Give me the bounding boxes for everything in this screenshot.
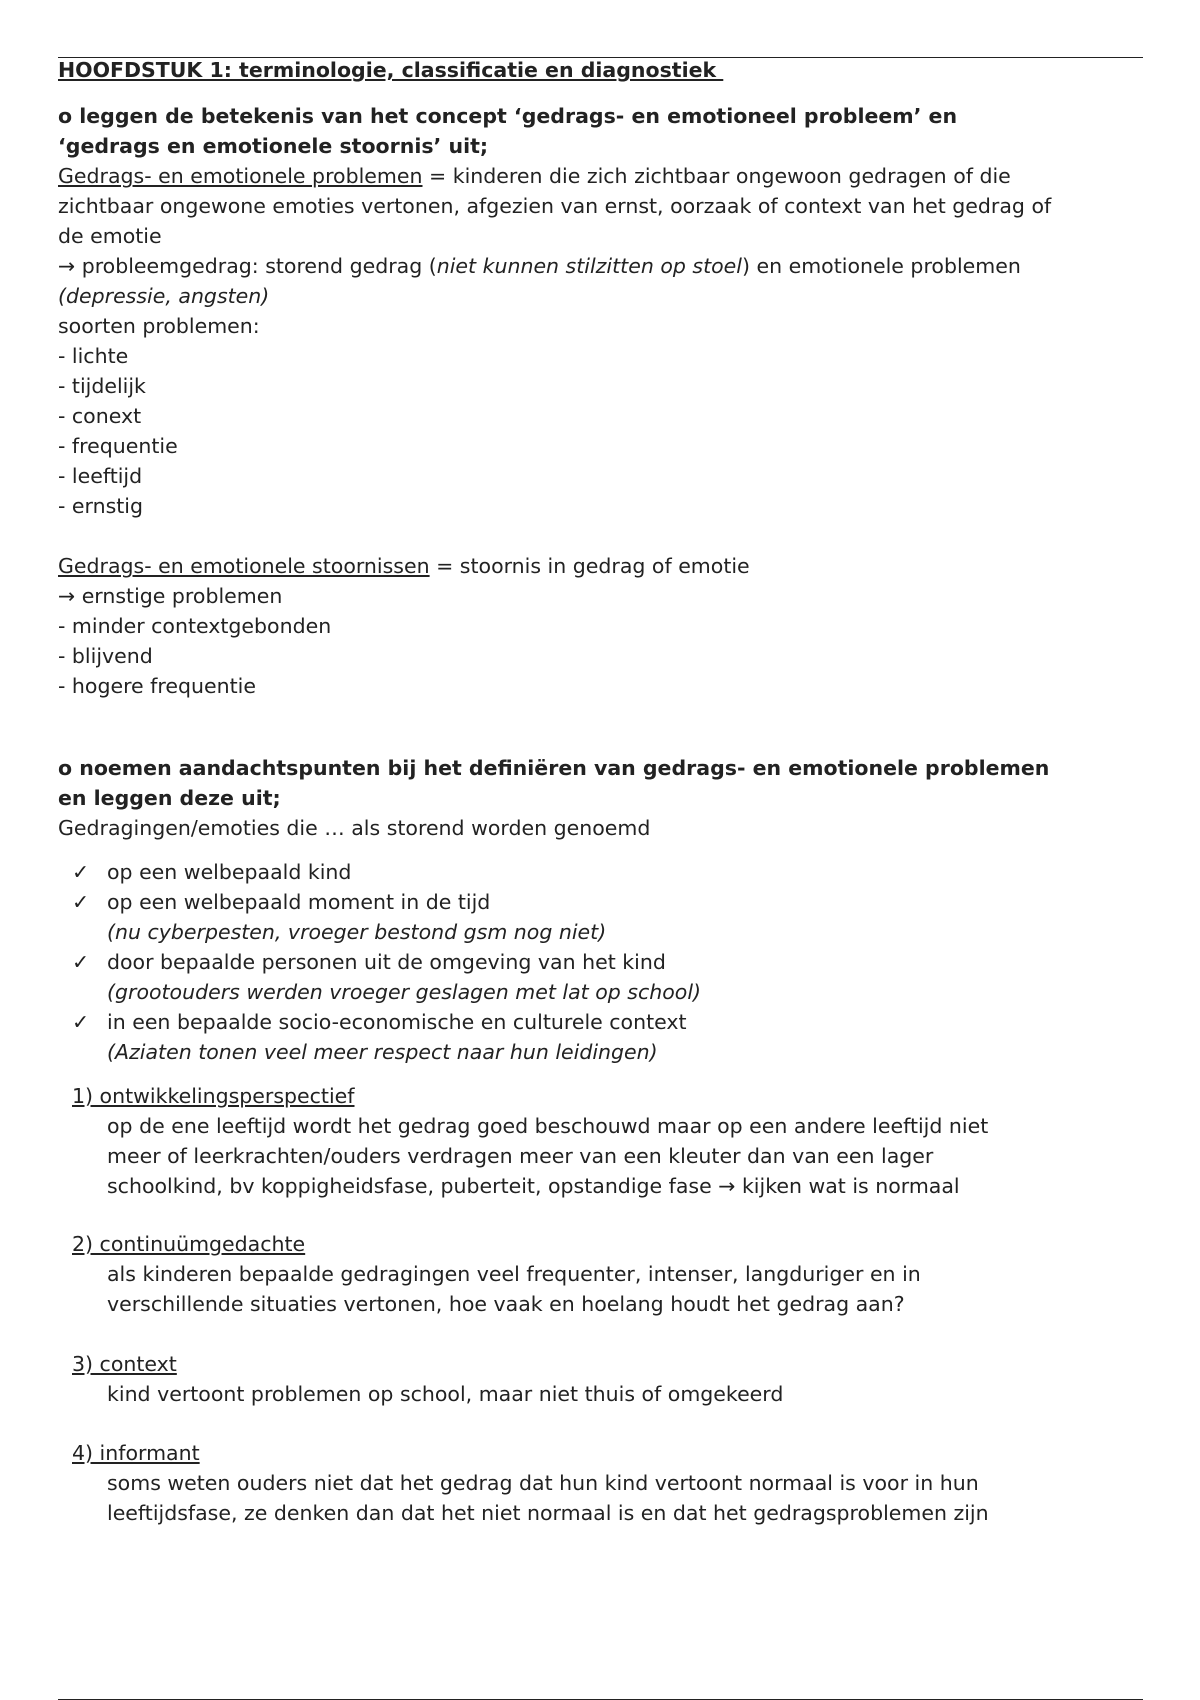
check-item bbox=[58, 947, 701, 977]
point-text: kind vertoont problemen op school, maar niet thuis of omgekeerd bbox=[107, 1382, 784, 1406]
definition-problems bbox=[58, 161, 1051, 191]
point-text: meer of leerkrachten/ouders verdragen meer van een kleuter dan van een lager bbox=[107, 1144, 934, 1168]
check-item bbox=[58, 887, 701, 917]
point-text: verschillende situaties vertonen, hoe vaak en hoelang houdt het gedrag aan? bbox=[107, 1292, 905, 1316]
check-item bbox=[58, 857, 701, 887]
problem-behaviour-line bbox=[58, 251, 1051, 281]
point-1 bbox=[58, 1081, 988, 1201]
kinds-label: soorten problemen: bbox=[58, 314, 260, 338]
definition-problems-line-2: zichtbaar ongewone emoties vertonen, afgezien van ernst, oorzaak of context van het gedrag of bbox=[58, 194, 1052, 218]
document-page bbox=[58, 0, 1143, 1700]
check-item-text: op een welbepaald moment in de tijd bbox=[107, 890, 491, 914]
definition-disorders-text: = stoornis in gedrag of emotie bbox=[429, 554, 750, 578]
point-heading: 2) continuümgedachte bbox=[72, 1232, 306, 1256]
list-item: - lichte bbox=[58, 344, 129, 368]
point-3 bbox=[58, 1349, 783, 1409]
point-2 bbox=[58, 1229, 921, 1319]
list-item: - minder contextgebonden bbox=[58, 614, 332, 638]
check-item-example: (grootouders werden vroeger geslagen met lat op school) bbox=[107, 980, 702, 1004]
point-4 bbox=[58, 1438, 989, 1528]
list-item: - blijvend bbox=[58, 644, 153, 668]
check-icon: ✓ bbox=[72, 950, 90, 974]
point-heading: 1) ontwikkelingsperspectief bbox=[72, 1084, 355, 1108]
check-icon: ✓ bbox=[72, 1010, 90, 1034]
definition-problems-term: Gedrags- en emotionele problemen bbox=[58, 164, 423, 188]
problem-behaviour-text-end: ) en emotionele problemen bbox=[741, 254, 1021, 278]
check-item bbox=[58, 1007, 701, 1037]
problem-behaviour-example: niet kunnen stilzitten op stoel bbox=[436, 254, 742, 278]
check-item-text: in een bepaalde socio-economische en culturele context bbox=[107, 1010, 687, 1034]
point-heading: 3) context bbox=[72, 1352, 177, 1376]
section-1-heading-line-1: o leggen de betekenis van het concept ‘gedrags- en emotioneel probleem’ en bbox=[58, 104, 958, 128]
check-item-text: door bepaalde personen uit de omgeving van het kind bbox=[107, 950, 666, 974]
list-item: - ernstig bbox=[58, 494, 144, 518]
point-heading: 4) informant bbox=[72, 1441, 200, 1465]
definition-problems-text: = kinderen die zich zichtbaar ongewoon gedragen of die bbox=[422, 164, 1011, 188]
section-2 bbox=[58, 753, 1049, 843]
checklist bbox=[58, 857, 701, 1067]
chapter-title: HOOFDSTUK 1: terminologie, classificatie en diagnostiek bbox=[58, 58, 724, 82]
list-item: - hogere frequentie bbox=[58, 674, 256, 698]
section-2-heading-line-1: o noemen aandachtspunten bij het definiëren van gedrags- en emotionele problemen bbox=[58, 756, 1050, 780]
point-text: op de ene leeftijd wordt het gedrag goed beschouwd maar op een andere leeftijd niet bbox=[107, 1114, 989, 1138]
section-2-intro: Gedragingen/emoties die … als storend worden genoemd bbox=[58, 816, 651, 840]
definition-disorders bbox=[58, 551, 1051, 581]
list-item: → ernstige problemen bbox=[58, 584, 283, 608]
definition-problems-line-3: de emotie bbox=[58, 224, 162, 248]
point-text: leeftijdsfase, ze denken dan dat het niet normaal is en dat het gedragsproblemen zijn bbox=[107, 1501, 989, 1525]
check-item-example: (nu cyberpesten, vroeger bestond gsm nog niet) bbox=[107, 920, 607, 944]
point-text: schoolkind, bv koppigheidsfase, puberteit, opstandige fase → kijken wat is normaal bbox=[107, 1174, 960, 1198]
list-item: - conext bbox=[58, 404, 142, 428]
emotional-problems-example: (depressie, angsten) bbox=[58, 284, 270, 308]
check-item-text: op een welbepaald kind bbox=[107, 860, 352, 884]
check-item-example: (Aziaten tonen veel meer respect naar hun leidingen) bbox=[107, 1040, 658, 1064]
point-text: als kinderen bepaalde gedragingen veel frequenter, intenser, langduriger en in bbox=[107, 1262, 921, 1286]
point-text: soms weten ouders niet dat het gedrag dat hun kind vertoont normaal is voor in hun bbox=[107, 1471, 979, 1495]
check-icon: ✓ bbox=[72, 890, 90, 914]
list-item: - leeftijd bbox=[58, 464, 143, 488]
section-2-heading-line-2: en leggen deze uit; bbox=[58, 786, 281, 810]
problem-behaviour-text: → probleemgedrag: storend gedrag ( bbox=[58, 254, 437, 278]
section-1 bbox=[58, 101, 1051, 701]
list-item: - frequentie bbox=[58, 434, 178, 458]
definition-disorders-term: Gedrags- en emotionele stoornissen bbox=[58, 554, 430, 578]
list-item: - tijdelijk bbox=[58, 374, 146, 398]
section-1-heading-line-2: ‘gedrags en emotionele stoornis’ uit; bbox=[58, 134, 489, 158]
spacer bbox=[58, 521, 1051, 551]
check-icon: ✓ bbox=[72, 860, 90, 884]
